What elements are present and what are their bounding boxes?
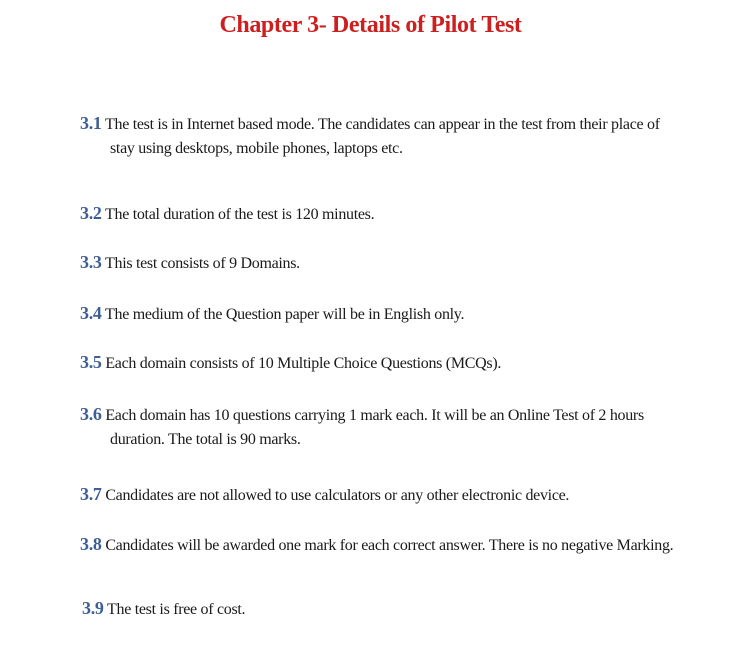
list-item-3-9 xyxy=(82,596,722,622)
item-number: 3.3 xyxy=(80,252,102,272)
list-item-3-3 xyxy=(80,250,720,276)
item-text: Candidates are not allowed to use calculators or any other electronic device. xyxy=(105,487,570,504)
item-number: 3.2 xyxy=(80,203,102,223)
list-item-3-1 xyxy=(80,111,720,161)
list-item-3-5 xyxy=(80,350,720,376)
list-item-3-4 xyxy=(80,301,720,327)
item-text: The medium of the Question paper will be in English only. xyxy=(105,306,465,323)
item-text: Each domain has 10 questions carrying 1 mark each. It will be an Online Test of 2 hours xyxy=(105,407,644,424)
item-number: 3.1 xyxy=(80,113,102,133)
chapter-title: Chapter 3- Details of Pilot Test xyxy=(219,12,522,38)
item-number: 3.6 xyxy=(80,404,102,424)
list-item-3-8 xyxy=(80,532,720,558)
item-text: Each domain consists of 10 Multiple Choice Questions (MCQs). xyxy=(105,355,502,372)
item-number: 3.4 xyxy=(80,303,102,323)
list-item-3-7 xyxy=(80,482,720,508)
item-number: 3.5 xyxy=(80,352,102,372)
list-item-3-2 xyxy=(80,201,720,227)
item-number: 3.9 xyxy=(82,598,104,618)
item-number: 3.7 xyxy=(80,484,102,504)
item-text: The test is in Internet based mode. The candidates can appear in the test from their place of xyxy=(105,116,660,133)
item-text-continued: duration. The total is 90 marks. xyxy=(110,431,301,448)
list-item-3-6 xyxy=(80,402,720,452)
item-text: The total duration of the test is 120 minutes. xyxy=(105,206,375,223)
item-text: Candidates will be awarded one mark for each correct answer. There is no negative Marking. xyxy=(105,537,674,554)
item-text-continued: stay using desktops, mobile phones, laptops etc. xyxy=(110,140,403,157)
item-text: The test is free of cost. xyxy=(107,601,246,618)
item-text: This test consists of 9 Domains. xyxy=(105,255,300,272)
item-number: 3.8 xyxy=(80,534,102,554)
